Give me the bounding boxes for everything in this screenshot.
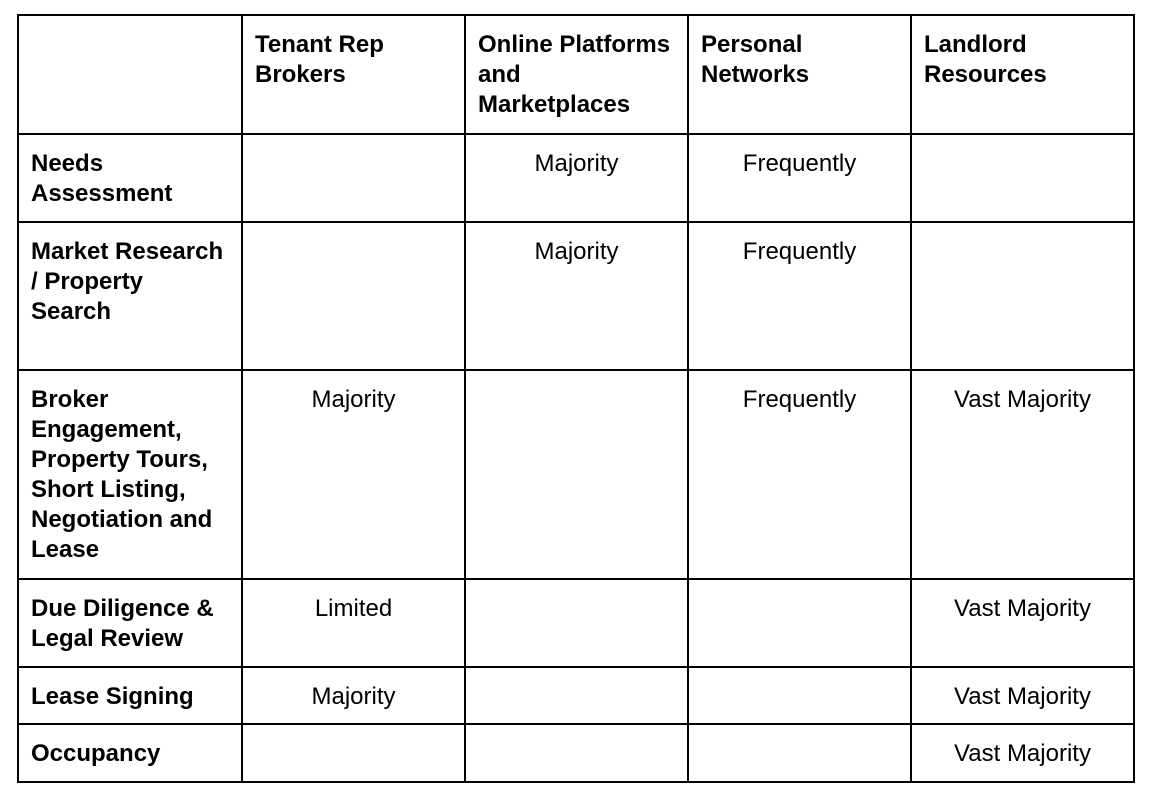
table-cell: Frequently xyxy=(688,134,911,222)
table-cell: Majority xyxy=(465,222,688,370)
table-cell xyxy=(688,724,911,782)
row-header-market-research: Market Research / Property Search xyxy=(18,222,242,370)
table-cell xyxy=(242,134,465,222)
table-cell: Majority xyxy=(242,667,465,724)
table-cell: Vast Majority xyxy=(911,370,1134,579)
table-cell xyxy=(465,667,688,724)
column-header-online-platforms: Online Platforms and Marketplaces xyxy=(465,15,688,134)
comparison-table xyxy=(17,14,1135,783)
table-cell xyxy=(242,724,465,782)
table-row xyxy=(18,370,1134,579)
column-header-landlord-resources: Landlord Resources xyxy=(911,15,1134,134)
table-cell xyxy=(911,134,1134,222)
table-cell xyxy=(688,579,911,667)
header-corner-cell xyxy=(18,15,242,134)
table-cell xyxy=(242,222,465,370)
table-row xyxy=(18,579,1134,667)
table-cell xyxy=(465,370,688,579)
table-cell: Frequently xyxy=(688,370,911,579)
table-cell: Frequently xyxy=(688,222,911,370)
row-header-lease-signing: Lease Signing xyxy=(18,667,242,724)
table-cell xyxy=(688,667,911,724)
table-cell: Vast Majority xyxy=(911,579,1134,667)
table-cell xyxy=(465,724,688,782)
table-cell xyxy=(911,222,1134,370)
table-cell: Vast Majority xyxy=(911,667,1134,724)
row-header-occupancy: Occupancy xyxy=(18,724,242,782)
row-header-due-diligence: Due Diligence & Legal Review xyxy=(18,579,242,667)
column-header-tenant-rep-brokers: Tenant Rep Brokers xyxy=(242,15,465,134)
table-cell: Majority xyxy=(465,134,688,222)
table-row xyxy=(18,667,1134,724)
column-header-personal-networks: Personal Networks xyxy=(688,15,911,134)
table-row xyxy=(18,724,1134,782)
table-cell: Limited xyxy=(242,579,465,667)
row-header-needs-assessment: Needs Assessment xyxy=(18,134,242,222)
header-row xyxy=(18,15,1134,134)
table-cell: Majority xyxy=(242,370,465,579)
table-row xyxy=(18,222,1134,370)
table-cell xyxy=(465,579,688,667)
table-row xyxy=(18,134,1134,222)
row-header-broker-engagement: Broker Engagement, Property Tours, Short Listing, Negotiation and Lease xyxy=(18,370,242,579)
table-cell: Vast Majority xyxy=(911,724,1134,782)
